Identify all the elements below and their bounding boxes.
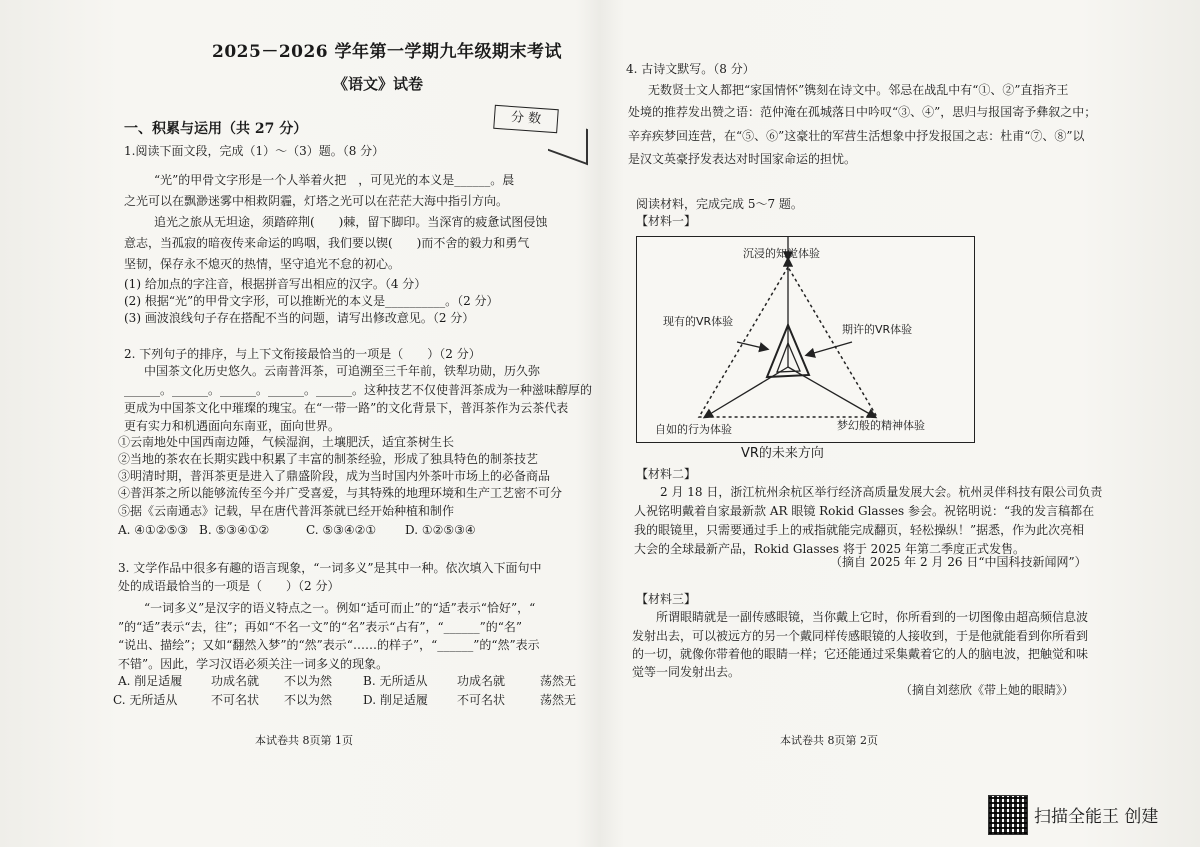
- q2-option: ①云南地处中国西南边陲，气候湿润，土壤肥沃，适宜茶树生长: [118, 435, 455, 449]
- q2-option: ②当地的茶农在长期实践中积累了丰富的制茶经验，形成了独具特色的制茶技艺: [118, 452, 539, 466]
- q1-line: 追光之旅从无坦途，须踏碎荆( )棘，留下脚印。当深宵的疲惫试图侵蚀: [154, 215, 548, 229]
- exam-title: 2025－2026 学年第一学期九年级期末考试: [212, 42, 563, 62]
- q3-option-c: 不可名状: [211, 693, 260, 707]
- q1-sub: (2) 根据“光”的甲骨文字形，可以推断光的本义是__________。（2 分）: [124, 294, 499, 308]
- vr-diagram-lines: [637, 237, 974, 442]
- q1-line: 坚韧，保存永不熄灭的热情，坚守追光不怠的初心。: [124, 257, 401, 271]
- page1-footer: 本试卷共 8页第 1页: [255, 734, 353, 747]
- diagram-caption: VR的未来方向: [741, 446, 824, 461]
- material2-line: 大会的全球最新产品，Rokid Glasses 将于 2025 年第二季度正式发售。: [634, 542, 1026, 556]
- material3-label: 【材料三】: [636, 592, 697, 606]
- q4-line: 无数贤士文人都把“家国情怀”镌刻在诗文中。邻忌在战乱中有“①、②”直指齐王: [648, 83, 1069, 97]
- q4-line: 处境的推荐发出赞之语：范仲淹在孤城落日中吟叹“③、④”，思归与报国寄予彝叙之中；: [628, 105, 1097, 119]
- material2-line: 人祝铭明戴着自家最新款 AR 眼镜 Rokid Glasses 参会。祝铭明说：“我的发言稿都在: [634, 504, 1095, 518]
- q3-option-a: 功成名就: [211, 674, 260, 688]
- material3-source: （摘自刘慈欣《带上她的眼睛》）: [900, 683, 1075, 697]
- diagram-label-top: 沉浸的知觉体验: [743, 247, 820, 260]
- q4-line: 辛弃疾梦回连营，在“⑤、⑥”这豪壮的军营生活想象中抒发报国之志：杜甫“⑦、⑧”以: [628, 129, 1085, 143]
- q3-option-c: 不以为然: [284, 693, 333, 707]
- exam-subtitle: 《语文》试卷: [333, 75, 424, 93]
- q2-line: ______。______。______。______。______。这种技艺不仅使普洱茶成为一种滋味醇厚的: [124, 383, 593, 397]
- q1-line: 意志，当孤寂的暗夜传来命运的呜咽，我们要以锲( )而不舍的毅力和勇气: [124, 236, 530, 250]
- q3-line: “说出、描绘”；又如“翻然入梦”的“然”表示“……的样子”，“______”的“然”表示: [118, 638, 540, 652]
- material3-line: 发射出去，可以被远方的另一个戴同样传感眼镜的人接收到，于是他就能看到你所看到: [632, 629, 1089, 643]
- score-box: 分 数: [493, 105, 559, 133]
- q3-option-c: C. 无所适从: [113, 693, 178, 707]
- page2-footer: 本试卷共 8页第 2页: [780, 734, 878, 747]
- q3-option-a: 不以为然: [284, 674, 333, 688]
- material3-line: 所谓眼睛就是一副传感眼镜，当你戴上它时，你所看到的一切图像由超高频信息波: [656, 610, 1089, 624]
- material3-line: 的一切，就像你带着他的眼睛一样；它还能通过采集戴着它的人的脑电波，把触觉和味: [632, 647, 1089, 661]
- diagram-label-left: 现有的VR体验: [663, 315, 734, 328]
- q2-answer-b: B. ⑤③④①②: [199, 523, 270, 537]
- q1-line: “光”的甲骨文字形是一个人举着火把 ，可见光的本义是______。晨: [154, 173, 515, 187]
- q3-line: 不错”。因此，学习汉语必须关注一词多义的现象。: [118, 657, 389, 671]
- q3-option-d: D. 削足适履: [363, 693, 428, 707]
- diagram-label-bottom-left: 自如的行为体验: [655, 423, 732, 436]
- q2-line: 更成为中国茶文化中璀璨的瑰宝。在“一带一路”的文化背景下，普洱茶作为云茶代表: [124, 401, 569, 415]
- diagram-label-right: 期许的VR体验: [842, 323, 913, 336]
- scanner-watermark: 扫描全能王 创建: [1034, 807, 1159, 827]
- qr-code-icon: [988, 795, 1028, 835]
- q2-line: 更有实力和机遇面向东南亚，面向世界。: [124, 419, 341, 433]
- q1-line: 之光可以在飘渺迷雾中相救阴霾，灯塔之光可以在茫茫大海中指引方向。: [124, 194, 509, 208]
- q2-option: ⑤据《云南通志》记载，早在唐代普洱茶就已经开始种植和制作: [118, 504, 455, 518]
- q3-option-b: 功成名就: [457, 674, 506, 688]
- q1-sub: (3) 画波浪线句子存在搭配不当的问题，请写出修改意见。（2 分）: [124, 311, 475, 325]
- q2-option: ④普洱茶之所以能够流传至今并广受喜爱，与其特殊的地理环境和生产工艺密不可分: [118, 486, 563, 500]
- material2-source: （摘自 2025 年 2 月 26 日“中国科技新闻网”）: [830, 555, 1087, 569]
- diagram-label-bottom-right: 梦幻般的精神体验: [837, 419, 925, 432]
- q3-option-d: 荡然无: [540, 693, 577, 707]
- material1-label: 【材料一】: [636, 214, 697, 228]
- q1-stem: 1.阅读下面文段，完成（1）～（3）题。（8 分）: [124, 144, 385, 158]
- q2-option: ③明清时期，普洱茶更是进入了鼎盛阶段，成为当时国内外茶叶市场上的必备商品: [118, 469, 551, 483]
- q3-option-a: A. 削足适履: [118, 674, 183, 688]
- q3-option-b: B. 无所适从: [363, 674, 428, 688]
- q2-stem: 2. 下列句子的排序，与上下文衔接最恰当的一项是（ ）（2 分）: [124, 347, 481, 361]
- q3-option-d: 不可名状: [457, 693, 506, 707]
- material2-line: 2 月 18 日，浙江杭州余杭区举行经济高质量发展大会。杭州灵伴科技有限公司负责: [660, 485, 1103, 499]
- material2-line: 我的眼镜里，只需要通过手上的戒指就能完成翻页，轻松操纵！”据悉，作为此次亮相: [634, 523, 1085, 537]
- q3-option-b: 荡然无: [540, 674, 577, 688]
- q2-answer-a: A. ④①②⑤③: [118, 523, 189, 537]
- q3-line: ”的“适”表示“去，往”；再如“不名一文”的“名”表示“占有”，“______”的“名”: [118, 620, 523, 634]
- q4-stem: 4. 古诗文默写。（8 分）: [626, 62, 755, 76]
- reading-intro: 阅读材料，完成完成 5～7 题。: [636, 197, 803, 211]
- q2-line: 中国茶文化历史悠久。云南普洱茶，可追溯至三千年前，铁犁功勋，历久弥: [144, 364, 541, 378]
- q3-stem: 3. 文学作品中很多有趣的语言现象，“一词多义”是其中一种。依次填入下面句中: [118, 561, 542, 575]
- material3-line: 觉等一同发射出去。: [632, 665, 741, 679]
- q3-stem: 处的成语最恰当的一项是（ ）（2 分）: [118, 579, 340, 593]
- section-heading: 一、积累与运用（共 27 分）: [124, 121, 308, 137]
- q1-sub: (1) 给加点的字注音，根据拼音写出相应的汉字。（4 分）: [124, 277, 427, 291]
- q2-answer-d: D. ①②⑤③④: [405, 523, 476, 537]
- q4-line: 是汉文英豪抒发表达对时国家命运的担忧。: [628, 152, 857, 166]
- q3-line: “一词多义”是汉字的语义特点之一。例如“适可而止”的“适”表示“恰好”，“: [144, 601, 536, 615]
- vr-diagram: [636, 236, 975, 443]
- q2-answer-c: C. ⑤③④②①: [306, 523, 377, 537]
- material2-label: 【材料二】: [636, 467, 697, 481]
